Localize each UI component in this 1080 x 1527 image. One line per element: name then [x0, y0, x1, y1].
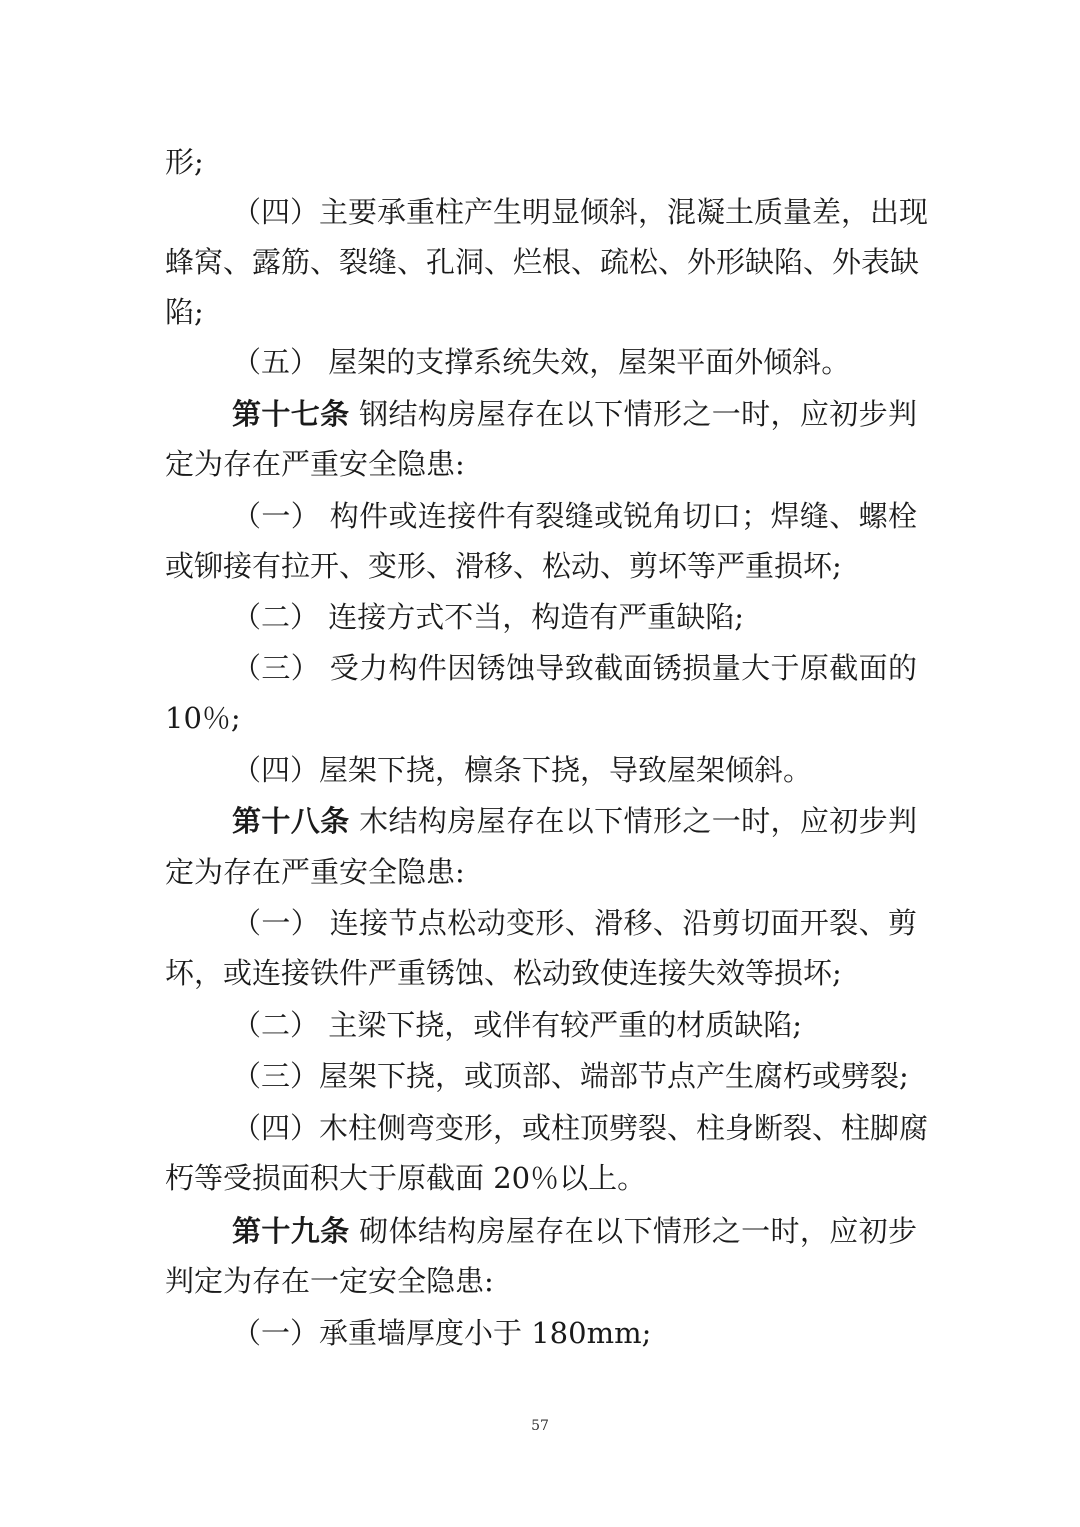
text-line: （五） 屋架的支撑系统失效，屋架平面外倾斜。 — [232, 345, 851, 379]
text-line: （二） 连接方式不当，构造有严重缺陷; — [232, 600, 744, 634]
text-line: 10％; — [165, 701, 241, 735]
article-18-text: 木结构房屋存在以下情形之一时，应初步判 — [359, 804, 917, 838]
article-18-line — [232, 803, 917, 839]
article-17-text: 钢结构房屋存在以下情形之一时，应初步判 — [359, 397, 917, 431]
text-line: （三） 受力构件因锈蚀导致截面锈损量大于原截面的 — [232, 651, 917, 685]
text-line: （四）屋架下挠，檩条下挠，导致屋架倾斜。 — [232, 753, 813, 787]
text-line: 坏，或连接铁件严重锈蚀、松动致使连接失效等损坏; — [165, 956, 842, 990]
text-line: （一）承重墙厚度小于 180mm; — [232, 1316, 652, 1350]
text-line: （四）主要承重柱产生明显倾斜，混凝土质量差，出现 — [232, 195, 929, 229]
text-line: （一） 连接节点松动变形、滑移、沿剪切面开裂、剪 — [232, 906, 917, 940]
article-19-line — [232, 1213, 917, 1249]
article-19-text: 砌体结构房屋存在以下情形之一时，应初步 — [359, 1214, 917, 1248]
text-line: 定为存在严重安全隐患: — [165, 447, 465, 481]
article-18-heading: 第十八条 — [232, 804, 350, 838]
text-line: 判定为存在一定安全隐患: — [165, 1264, 494, 1298]
article-17-heading: 第十七条 — [232, 397, 350, 431]
text-line: 或铆接有拉开、变形、滑移、松动、剪坏等严重损坏; — [165, 549, 842, 583]
text-line: 蜂窝、露筋、裂缝、孔洞、烂根、疏松、外形缺陷、外表缺 — [165, 245, 920, 279]
text-line: 形; — [165, 145, 204, 179]
page-number: 57 — [531, 1418, 549, 1434]
article-19-heading: 第十九条 — [232, 1214, 350, 1248]
text-line: （三）屋架下挠，或顶部、端部节点产生腐朽或劈裂; — [232, 1059, 909, 1093]
text-line: 朽等受损面积大于原截面 20％以上。 — [165, 1161, 647, 1195]
text-line: （一） 构件或连接件有裂缝或锐角切口；焊缝、螺栓 — [232, 499, 917, 533]
text-line: 陷; — [165, 295, 204, 329]
text-line: 定为存在严重安全隐患: — [165, 855, 465, 889]
article-17-line — [232, 396, 917, 432]
text-line: （二） 主梁下挠，或伴有较严重的材质缺陷; — [232, 1008, 802, 1042]
text-line: （四）木柱侧弯变形，或柱顶劈裂、柱身断裂、柱脚腐 — [232, 1111, 929, 1145]
